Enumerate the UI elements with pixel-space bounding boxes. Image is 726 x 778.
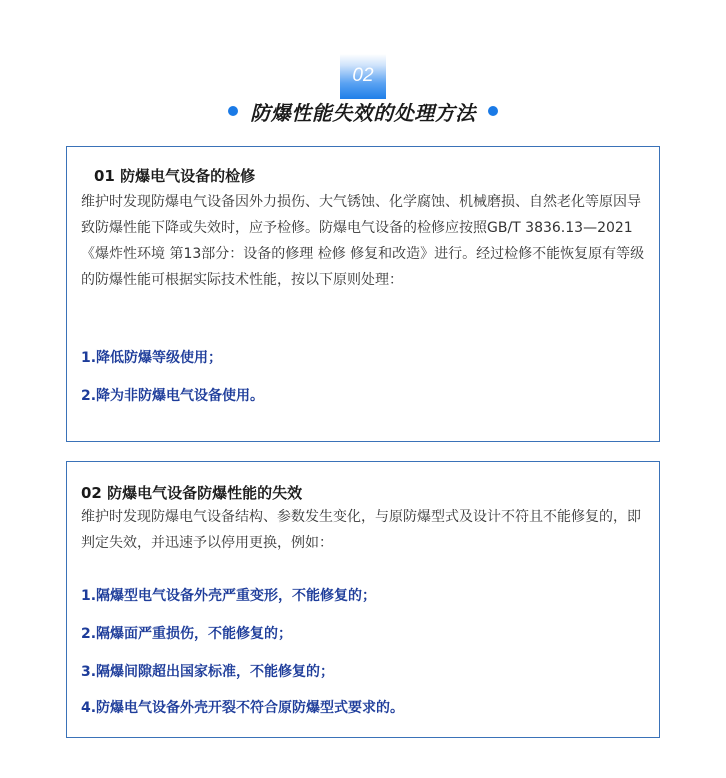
rule-item: 3.隔爆间隙超出国家标准，不能修复的； <box>81 664 335 680</box>
card-maintenance <box>66 146 660 442</box>
rule-item: 2.降为非防爆电气设备使用。 <box>81 388 265 404</box>
section-title-row <box>0 96 726 126</box>
bullet-dot-icon-right <box>488 106 498 116</box>
card-heading: 01 防爆电气设备的检修 <box>94 167 256 185</box>
section-number-badge: 02 <box>340 54 386 99</box>
rule-item: 1.降低防爆等级使用； <box>81 350 223 366</box>
card-body-text: 维护时发现防爆电气设备结构、参数发生变化，与原防爆型式及设计不符且不能修复的，即判定失效，并迅速予以停用更换，例如： <box>81 509 641 551</box>
card-heading: 02 防爆电气设备防爆性能的失效 <box>81 484 303 502</box>
card-failure <box>66 461 660 738</box>
section-title: 防爆性能失效的处理方法 <box>250 100 476 125</box>
rule-item: 2.隔爆面严重损伤，不能修复的； <box>81 626 293 642</box>
card-body-text: 维护时发现防爆电气设备因外力损伤、大气锈蚀、化学腐蚀、机械磨损、自然老化等原因导致防爆性能下降或失效时，应予检修。防爆电气设备的检修应按照GB/T 3836.13—2021《爆炸性环境 第13部分：设备的修理 检修 修复和改造》进行。经过检修不能恢复原有等级的防爆性能可根据实际技术性能，按以下原则处理： <box>81 194 645 288</box>
rule-item: 4.防爆电气设备外壳开裂不符合原防爆型式要求的。 <box>81 700 405 716</box>
rule-item: 1.隔爆型电气设备外壳严重变形，不能修复的； <box>81 588 377 604</box>
bullet-dot-icon-left <box>228 106 238 116</box>
